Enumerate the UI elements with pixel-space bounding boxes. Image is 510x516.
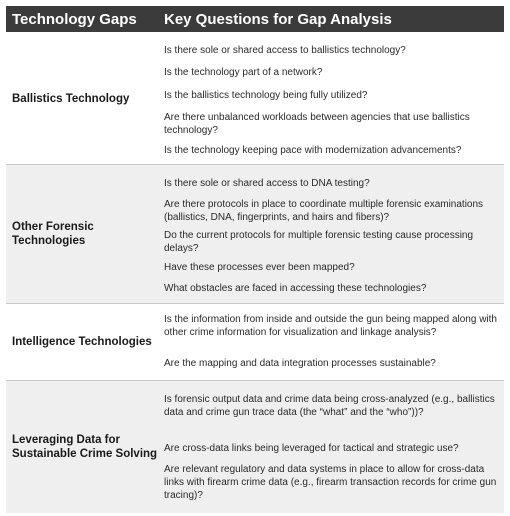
question: Are there unbalanced workloads between agencies that use ballistics technology? [164, 112, 470, 136]
table-row-ballistics [6, 33, 504, 164]
question: Are there protocols in place to coordinate multiple forensic examinations (ballistics, DNA, fingerprints, and hairs and fibers)? [164, 199, 484, 223]
question: Is there sole or shared access to DNA testing? [164, 178, 370, 189]
questions-cell [164, 304, 504, 380]
questions-cell [164, 165, 504, 303]
question: Is the ballistics technology being fully utilized? [164, 90, 368, 101]
question: Are cross-data links being leveraged for tactical and strategic use? [164, 443, 459, 454]
question: Are relevant regulatory and data systems in place to allow for cross-data links with firearm crime data (e.g., firearm transaction records for crime gun tracing)? [164, 464, 497, 501]
gap-label: Intelligence Technologies [12, 336, 152, 348]
gap-label: Other Forensic Technologies [12, 221, 94, 247]
questions-cell [164, 381, 504, 513]
question: Do the current protocols for multiple forensic testing cause processing delays? [164, 230, 474, 254]
question: Are the mapping and data integration processes sustainable? [164, 358, 436, 369]
question: Is forensic output data and crime data being cross-analyzed (e.g., ballistics data and crime gun trace data (the “what” and the “who”))? [164, 394, 495, 418]
question: Have these processes ever been mapped? [164, 262, 355, 273]
header-technology-gaps: Technology Gaps [12, 10, 137, 28]
table-row-other-forensic [6, 165, 504, 303]
table-row-intelligence [6, 304, 504, 380]
question: Is there sole or shared access to ballistics technology? [164, 45, 406, 56]
table-header [6, 6, 504, 32]
question: Is the technology part of a network? [164, 67, 323, 78]
question: Is the technology keeping pace with modernization advancements? [164, 145, 462, 156]
gap-analysis-table [6, 6, 504, 501]
question: What obstacles are faced in accessing these technologies? [164, 283, 427, 294]
table-row-leveraging-data [6, 381, 504, 513]
gap-label: Ballistics Technology [12, 92, 130, 105]
header-key-questions: Key Questions for Gap Analysis [164, 10, 392, 28]
gap-label: Leveraging Data for Sustainable Crime Solving [12, 434, 158, 460]
question: Is the information from inside and outside the gun being mapped along with other crime information for visualization and linkage analysis? [164, 314, 497, 338]
questions-cell [164, 33, 504, 164]
